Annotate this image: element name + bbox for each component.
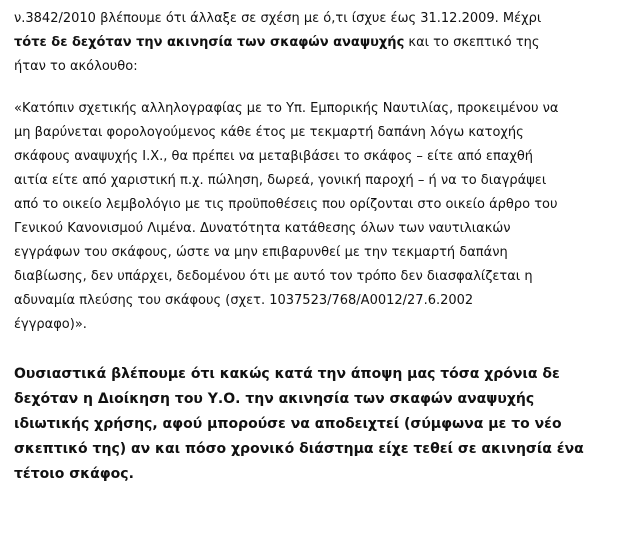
- text-line: σκεπτικό της) αν και πόσο χρονικό διάστημα είχε τεθεί σε ακινησία ένα: [14, 441, 584, 457]
- paragraph-intro: [14, 0, 612, 79]
- text-run: και το σκεπτικό της: [404, 35, 540, 50]
- text-line: από το οικείο λεμβολόγιο με τις προϋποθέσεις που ορίζονται στο οικείο άρθρο του: [14, 197, 558, 212]
- text-line: ν.3842/2010 βλέπουμε ότι άλλαξε σε σχέση με ό,τι ίσχυε έως 31.12.2009. Μέχρι: [14, 11, 542, 26]
- text-line: μη βαρύνεται φορολογούμενος κάθε έτος με τεκμαρτή δαπάνη λόγω κατοχής: [14, 125, 524, 140]
- text-line: [14, 31, 612, 55]
- text-line: Γενικού Κανονισμού Λιμένα. Δυνατότητα κατάθεσης όλων των ναυτιλιακών: [14, 221, 511, 236]
- text-line: εγγράφων του σκάφους, ώστε να μην επιβαρυνθεί με την τεκμαρτή δαπάνη: [14, 245, 508, 260]
- text-line: τέτοιο σκάφος.: [14, 466, 134, 482]
- text-line: δεχόταν η Διοίκηση του Υ.Ο. την ακινησία των σκαφών αναψυχής: [14, 391, 535, 407]
- text-line: έγγραφο)».: [14, 317, 87, 332]
- document-body: [14, 0, 612, 487]
- text-line: Ουσιαστικά βλέπουμε ότι κακώς κατά την άποψη μας τόσα χρόνια δε: [14, 366, 560, 382]
- paragraph-quotation: [14, 79, 612, 337]
- text-line: αδυναμία πλεύσης του σκάφους (σχετ. 1037523/768/Α0012/27.6.2002: [14, 293, 474, 308]
- text-line: σκάφους αναψυχής Ι.Χ., θα πρέπει να μεταβιβάσει το σκάφος – είτε από επαχθή: [14, 149, 534, 164]
- text-line: διαβίωσης, δεν υπάρχει, δεδομένου ότι με αυτό τον τρόπο δεν διασφαλίζεται η: [14, 269, 533, 284]
- bold-emphasis: τότε δε δεχόταν την ακινησία των σκαφών αναψυχής: [14, 35, 405, 50]
- text-line: αιτία είτε από χαριστική π.χ. πώληση, δωρεά, γονική παροχή – ή να το διαγράψει: [14, 173, 547, 188]
- text-line: «Κατόπιν σχετικής αλληλογραφίας με το Υπ. Εμπορικής Ναυτιλίας, προκειμένου να: [14, 101, 559, 116]
- text-line: ιδιωτικής χρήσης, αφού μπορούσε να αποδειχτεί (σύμφωνα με το νέο: [14, 416, 562, 432]
- paragraph-conclusion: [14, 337, 612, 487]
- text-line: ήταν το ακόλουθο:: [14, 59, 138, 74]
